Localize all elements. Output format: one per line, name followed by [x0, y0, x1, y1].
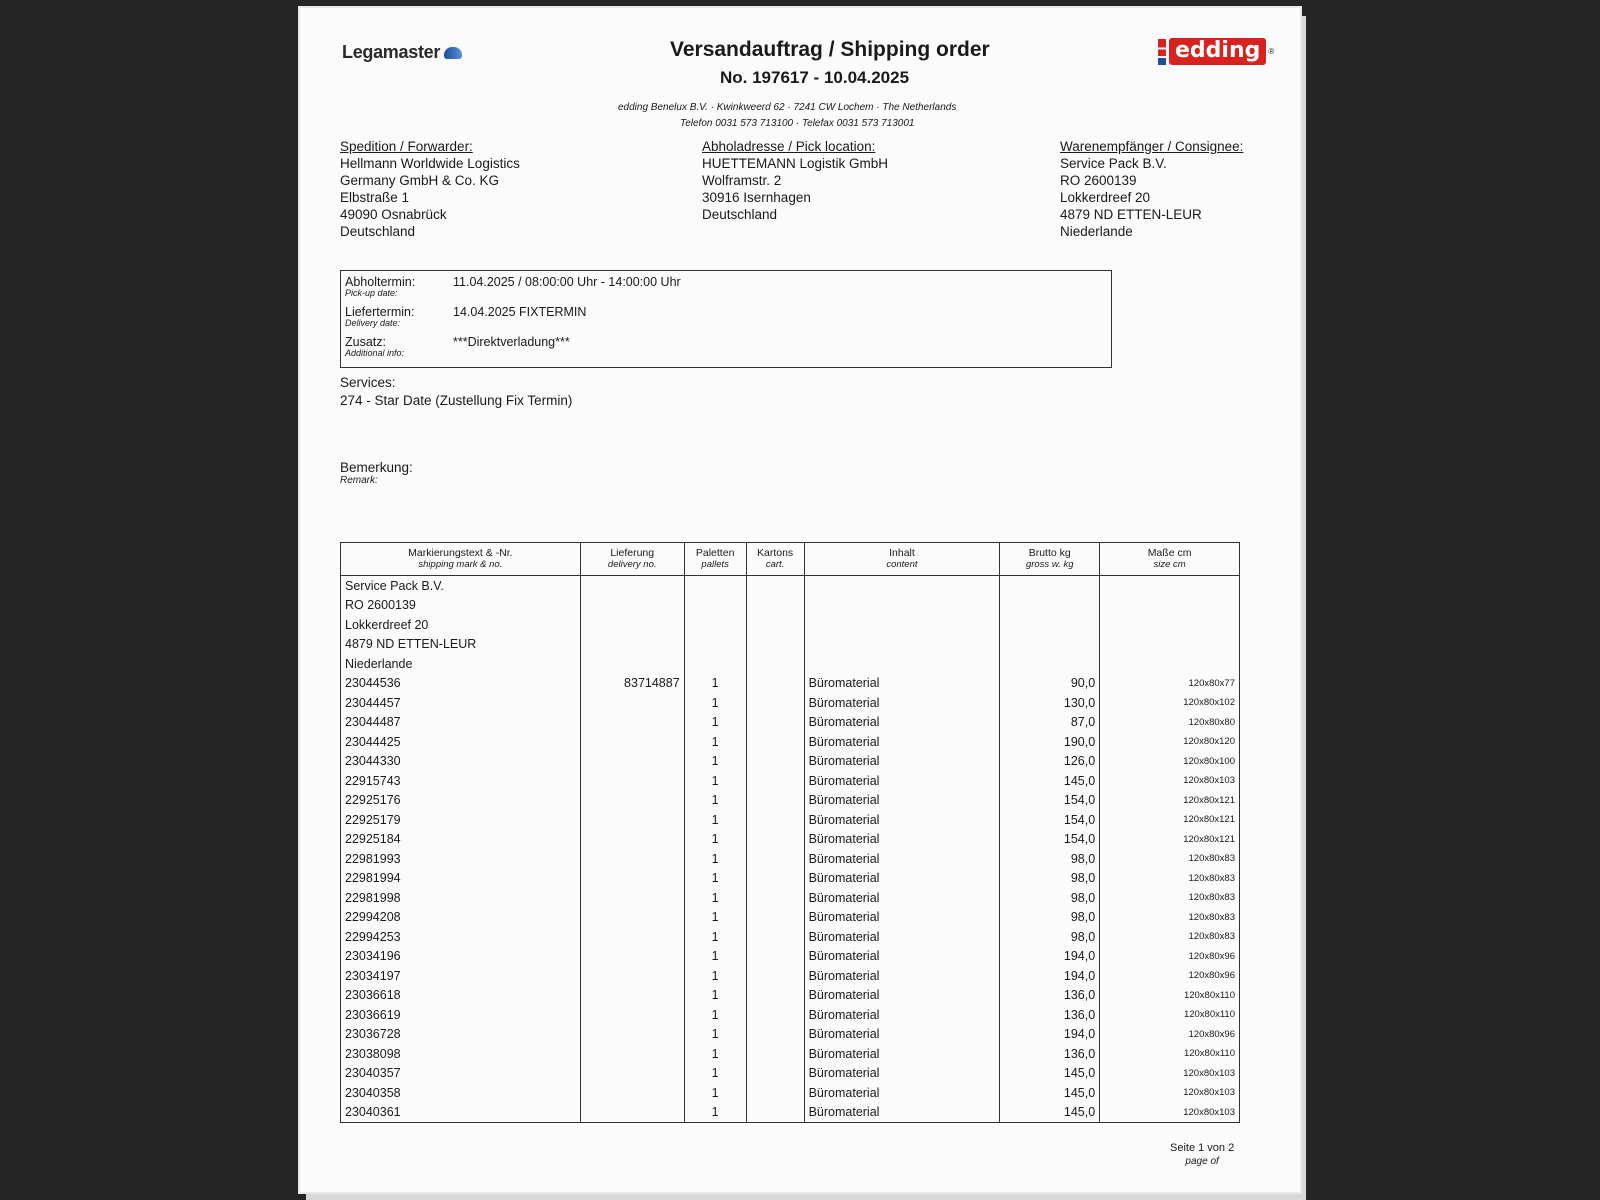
column-header: Markierungstext & -Nr. shipping mark & no. — [341, 543, 581, 576]
size-cell: 120x80x100 — [1100, 752, 1240, 772]
gross-weight-cell: 98,0 — [1000, 888, 1100, 908]
document-title: Versandauftrag / Shipping order — [670, 38, 990, 61]
delivery-no-cell — [580, 966, 684, 986]
gross-weight-cell: 194,0 — [1000, 947, 1100, 967]
additional-info-value: ***Direktverladung*** — [453, 335, 570, 349]
table-row — [341, 1083, 1240, 1103]
size-cell: 120x80x83 — [1100, 908, 1240, 928]
mark-cell: 22981994 — [341, 869, 581, 889]
pickup-date-row — [345, 275, 681, 299]
gross-weight-cell: 130,0 — [1000, 693, 1100, 713]
remark-label: Bemerkung: — [340, 460, 413, 475]
address-line: Germany GmbH & Co. KG — [340, 173, 500, 188]
content-cell: Büromaterial — [804, 1103, 1000, 1123]
services-value: 274 - Star Date (Zustellung Fix Termin) — [340, 393, 573, 408]
cartons-cell — [746, 674, 804, 694]
consignee-block-row — [341, 596, 1240, 616]
consignee-line: Lokkerdreef 20 — [341, 615, 581, 635]
mark-cell: 22981993 — [341, 849, 581, 869]
gross-weight-cell: 98,0 — [1000, 927, 1100, 947]
size-cell: 120x80x120 — [1100, 732, 1240, 752]
legamaster-logo: Legamaster — [342, 42, 462, 63]
gross-weight-cell: 98,0 — [1000, 869, 1100, 889]
content-cell: Büromaterial — [804, 791, 1000, 811]
table-row — [341, 791, 1240, 811]
cartons-cell — [746, 1103, 804, 1123]
delivery-no-cell — [580, 693, 684, 713]
address-line: RO 2600139 — [1060, 173, 1137, 188]
cartons-cell — [746, 1064, 804, 1084]
content-cell: Büromaterial — [804, 771, 1000, 791]
consignee-line: RO 2600139 — [341, 596, 581, 616]
pallets-cell: 1 — [684, 713, 746, 733]
cartons-cell — [746, 888, 804, 908]
delivery-no-cell — [580, 713, 684, 733]
table-row — [341, 1103, 1240, 1123]
column-header: Brutto kg gross w. kg — [1000, 543, 1100, 576]
forwarder-address — [340, 138, 520, 240]
address-line: Deutschland — [702, 207, 778, 222]
shipment-table — [340, 542, 1240, 1123]
cartons-cell — [746, 791, 804, 811]
cartons-cell — [746, 771, 804, 791]
cartons-cell — [746, 908, 804, 928]
address-line: Deutschland — [340, 224, 416, 239]
shipment-table-body — [341, 576, 1240, 1123]
pallets-cell: 1 — [684, 869, 746, 889]
mark-cell: 23044457 — [341, 693, 581, 713]
delivery-no-cell: 83714887 — [580, 674, 684, 694]
mark-cell: 23036728 — [341, 1025, 581, 1045]
address-line: Elbstraße 1 — [340, 190, 410, 205]
gross-weight-cell: 136,0 — [1000, 1005, 1100, 1025]
table-row — [341, 888, 1240, 908]
company-address-line: edding Benelux B.V. · Kwinkweerd 62 · 7241 CW Lochem · The Netherlands — [618, 102, 957, 113]
gross-weight-cell: 90,0 — [1000, 674, 1100, 694]
content-cell: Büromaterial — [804, 1044, 1000, 1064]
pallets-cell: 1 — [684, 986, 746, 1006]
table-row — [341, 1005, 1240, 1025]
remark-sublabel: Remark: — [340, 475, 378, 486]
column-header: Lieferung delivery no. — [580, 543, 684, 576]
cartons-cell — [746, 693, 804, 713]
content-cell: Büromaterial — [804, 849, 1000, 869]
gross-weight-cell: 154,0 — [1000, 830, 1100, 850]
cartons-cell — [746, 1083, 804, 1103]
pallets-cell: 1 — [684, 966, 746, 986]
column-header: Maße cm size cm — [1100, 543, 1240, 576]
column-header: Kartons cart. — [746, 543, 804, 576]
pickup-date-value: 11.04.2025 / 08:00:00 Uhr - 14:00:00 Uhr — [453, 275, 681, 289]
mark-cell: 23036619 — [341, 1005, 581, 1025]
content-cell: Büromaterial — [804, 1025, 1000, 1045]
cartons-cell — [746, 810, 804, 830]
table-row — [341, 732, 1240, 752]
address-line: 4879 ND ETTEN-LEUR — [1060, 207, 1202, 222]
address-line: 49090 Osnabrück — [340, 207, 447, 222]
additional-info-sublabel: Additional info: — [345, 348, 405, 358]
cartons-cell — [746, 849, 804, 869]
delivery-no-cell — [580, 888, 684, 908]
dates-box — [340, 270, 1112, 368]
size-cell: 120x80x110 — [1100, 1044, 1240, 1064]
table-row — [341, 1025, 1240, 1045]
address-line: HUETTEMANN Logistik GmbH — [702, 156, 889, 171]
mark-cell: 23038098 — [341, 1044, 581, 1064]
cartons-cell — [746, 732, 804, 752]
size-cell: 120x80x96 — [1100, 947, 1240, 967]
mark-cell: 23044425 — [341, 732, 581, 752]
content-cell: Büromaterial — [804, 752, 1000, 772]
gross-weight-cell: 194,0 — [1000, 1025, 1100, 1045]
table-row — [341, 986, 1240, 1006]
mark-cell: 22915743 — [341, 771, 581, 791]
size-cell: 120x80x102 — [1100, 693, 1240, 713]
pallets-cell: 1 — [684, 1005, 746, 1025]
pallets-cell: 1 — [684, 1044, 746, 1064]
pickup-address — [702, 138, 888, 223]
company-phone-line: Telefon 0031 573 713100 · Telefax 0031 573 713001 — [680, 118, 915, 129]
size-cell: 120x80x83 — [1100, 869, 1240, 889]
delivery-no-cell — [580, 1005, 684, 1025]
gross-weight-cell: 154,0 — [1000, 810, 1100, 830]
consignee-block-row — [341, 576, 1240, 596]
gross-weight-cell: 126,0 — [1000, 752, 1100, 772]
mark-cell: 23044536 — [341, 674, 581, 694]
mark-cell: 23034197 — [341, 966, 581, 986]
table-row — [341, 674, 1240, 694]
cartons-cell — [746, 927, 804, 947]
size-cell: 120x80x103 — [1100, 771, 1240, 791]
content-cell: Büromaterial — [804, 810, 1000, 830]
delivery-no-cell — [580, 1083, 684, 1103]
delivery-no-cell — [580, 947, 684, 967]
gross-weight-cell: 136,0 — [1000, 1044, 1100, 1064]
gross-weight-cell: 98,0 — [1000, 849, 1100, 869]
services-section — [340, 374, 572, 410]
size-cell: 120x80x96 — [1100, 966, 1240, 986]
content-cell: Büromaterial — [804, 713, 1000, 733]
gross-weight-cell: 145,0 — [1000, 1083, 1100, 1103]
pallets-cell: 1 — [684, 1083, 746, 1103]
mark-cell: 23034196 — [341, 947, 581, 967]
forwarder-heading: Spedition / Forwarder: — [340, 139, 473, 154]
table-row — [341, 1064, 1240, 1084]
pallets-cell: 1 — [684, 791, 746, 811]
table-row — [341, 966, 1240, 986]
table-row — [341, 693, 1240, 713]
mark-cell: 22925184 — [341, 830, 581, 850]
mark-cell: 23040358 — [341, 1083, 581, 1103]
consignee-block-row — [341, 635, 1240, 655]
delivery-no-cell — [580, 1064, 684, 1084]
mark-cell: 23040361 — [341, 1103, 581, 1123]
content-cell: Büromaterial — [804, 693, 1000, 713]
services-label: Services: — [340, 375, 396, 390]
delivery-no-cell — [580, 1044, 684, 1064]
table-row — [341, 752, 1240, 772]
pallets-cell: 1 — [684, 752, 746, 772]
pallets-cell: 1 — [684, 771, 746, 791]
cartons-cell — [746, 986, 804, 1006]
table-row — [341, 908, 1240, 928]
shipping-order-sheet — [300, 8, 1300, 1192]
size-cell: 120x80x80 — [1100, 713, 1240, 733]
mark-cell: 22925179 — [341, 810, 581, 830]
size-cell: 120x80x77 — [1100, 674, 1240, 694]
legamaster-swirl-icon — [444, 47, 462, 59]
pallets-cell: 1 — [684, 810, 746, 830]
content-cell: Büromaterial — [804, 927, 1000, 947]
cartons-cell — [746, 830, 804, 850]
delivery-no-cell — [580, 908, 684, 928]
table-header-row — [341, 543, 1240, 576]
gross-weight-cell: 190,0 — [1000, 732, 1100, 752]
content-cell: Büromaterial — [804, 830, 1000, 850]
size-cell: 120x80x83 — [1100, 888, 1240, 908]
delivery-no-cell — [580, 1025, 684, 1045]
consignee-address — [1060, 138, 1243, 240]
delivery-no-cell — [580, 927, 684, 947]
delivery-date-label: Liefertermin: — [345, 305, 415, 319]
table-row — [341, 947, 1240, 967]
consignee-line: Niederlande — [341, 654, 581, 674]
column-header: Inhalt content — [804, 543, 1000, 576]
order-number: No. 197617 - 10.04.2025 — [720, 68, 910, 87]
size-cell: 120x80x83 — [1100, 849, 1240, 869]
edding-logo: edding ® — [1158, 38, 1274, 65]
consignee-heading: Warenempfänger / Consignee: — [1060, 139, 1244, 154]
content-cell: Büromaterial — [804, 888, 1000, 908]
address-line: Service Pack B.V. — [1060, 156, 1167, 171]
content-cell: Büromaterial — [804, 986, 1000, 1006]
content-cell: Büromaterial — [804, 674, 1000, 694]
additional-info-row — [345, 335, 570, 359]
address-line: Niederlande — [1060, 224, 1133, 239]
gross-weight-cell: 154,0 — [1000, 791, 1100, 811]
gross-weight-cell: 194,0 — [1000, 966, 1100, 986]
consignee-line: Service Pack B.V. — [341, 576, 581, 596]
table-row — [341, 713, 1240, 733]
pallets-cell: 1 — [684, 732, 746, 752]
content-cell: Büromaterial — [804, 1005, 1000, 1025]
delivery-date-row — [345, 305, 587, 329]
size-cell: 120x80x121 — [1100, 810, 1240, 830]
pickup-heading: Abholadresse / Pick location: — [702, 139, 876, 154]
gross-weight-cell: 145,0 — [1000, 1064, 1100, 1084]
consignee-block-row — [341, 654, 1240, 674]
pallets-cell: 1 — [684, 908, 746, 928]
size-cell: 120x80x121 — [1100, 830, 1240, 850]
content-cell: Büromaterial — [804, 1064, 1000, 1084]
pallets-cell: 1 — [684, 674, 746, 694]
gross-weight-cell: 87,0 — [1000, 713, 1100, 733]
size-cell: 120x80x110 — [1100, 986, 1240, 1006]
size-cell: 120x80x103 — [1100, 1083, 1240, 1103]
gross-weight-cell: 145,0 — [1000, 1103, 1100, 1123]
mark-cell: 22994208 — [341, 908, 581, 928]
table-row — [341, 830, 1240, 850]
table-row — [341, 810, 1240, 830]
content-cell: Büromaterial — [804, 1083, 1000, 1103]
pallets-cell: 1 — [684, 693, 746, 713]
table-row — [341, 869, 1240, 889]
pallets-cell: 1 — [684, 1103, 746, 1123]
cartons-cell — [746, 966, 804, 986]
address-line: Hellmann Worldwide Logistics — [340, 156, 520, 171]
cartons-cell — [746, 1005, 804, 1025]
cartons-cell — [746, 713, 804, 733]
content-cell: Büromaterial — [804, 947, 1000, 967]
delivery-no-cell — [580, 830, 684, 850]
table-row — [341, 927, 1240, 947]
mark-cell: 22981998 — [341, 888, 581, 908]
delivery-no-cell — [580, 810, 684, 830]
pallets-cell: 1 — [684, 927, 746, 947]
pallets-cell: 1 — [684, 888, 746, 908]
mark-cell: 22994253 — [341, 927, 581, 947]
table-row — [341, 849, 1240, 869]
address-line: 30916 Isernhagen — [702, 190, 811, 205]
delivery-no-cell — [580, 771, 684, 791]
consignee-line: 4879 ND ETTEN-LEUR — [341, 635, 581, 655]
size-cell: 120x80x103 — [1100, 1064, 1240, 1084]
address-line: Lokkerdreef 20 — [1060, 190, 1151, 205]
table-row — [341, 771, 1240, 791]
mark-cell: 23036618 — [341, 986, 581, 1006]
page-number: Seite 1 von 2 page of — [1170, 1142, 1235, 1167]
content-cell: Büromaterial — [804, 732, 1000, 752]
pallets-cell: 1 — [684, 849, 746, 869]
additional-info-label: Zusatz: — [345, 335, 386, 349]
delivery-no-cell — [580, 869, 684, 889]
delivery-no-cell — [580, 849, 684, 869]
gross-weight-cell: 136,0 — [1000, 986, 1100, 1006]
size-cell: 120x80x110 — [1100, 1005, 1240, 1025]
content-cell: Büromaterial — [804, 869, 1000, 889]
pallets-cell: 1 — [684, 1025, 746, 1045]
size-cell: 120x80x121 — [1100, 791, 1240, 811]
size-cell: 120x80x83 — [1100, 927, 1240, 947]
delivery-no-cell — [580, 732, 684, 752]
mark-cell: 23044487 — [341, 713, 581, 733]
pallets-cell: 1 — [684, 947, 746, 967]
cartons-cell — [746, 869, 804, 889]
pickup-date-label: Abholtermin: — [345, 275, 416, 289]
size-cell: 120x80x96 — [1100, 1025, 1240, 1045]
mark-cell: 23040357 — [341, 1064, 581, 1084]
content-cell: Büromaterial — [804, 966, 1000, 986]
delivery-date-value: 14.04.2025 FIXTERMIN — [453, 305, 587, 319]
column-header: Paletten pallets — [684, 543, 746, 576]
cartons-cell — [746, 1025, 804, 1045]
gross-weight-cell: 145,0 — [1000, 771, 1100, 791]
content-cell: Büromaterial — [804, 908, 1000, 928]
edding-stripes-icon — [1158, 39, 1166, 65]
delivery-date-sublabel: Delivery date: — [345, 318, 401, 328]
delivery-no-cell — [580, 986, 684, 1006]
cartons-cell — [746, 752, 804, 772]
consignee-block-row — [341, 615, 1240, 635]
mark-cell: 23044330 — [341, 752, 581, 772]
pallets-cell: 1 — [684, 830, 746, 850]
size-cell: 120x80x103 — [1100, 1103, 1240, 1123]
delivery-no-cell — [580, 1103, 684, 1123]
delivery-no-cell — [580, 791, 684, 811]
address-line: Wolframstr. 2 — [702, 173, 782, 188]
mark-cell: 22925176 — [341, 791, 581, 811]
cartons-cell — [746, 1044, 804, 1064]
remark-section — [340, 460, 413, 486]
cartons-cell — [746, 947, 804, 967]
pickup-date-sublabel: Pick-up date: — [345, 288, 398, 298]
delivery-no-cell — [580, 752, 684, 772]
table-row — [341, 1044, 1240, 1064]
gross-weight-cell: 98,0 — [1000, 908, 1100, 928]
pallets-cell: 1 — [684, 1064, 746, 1084]
